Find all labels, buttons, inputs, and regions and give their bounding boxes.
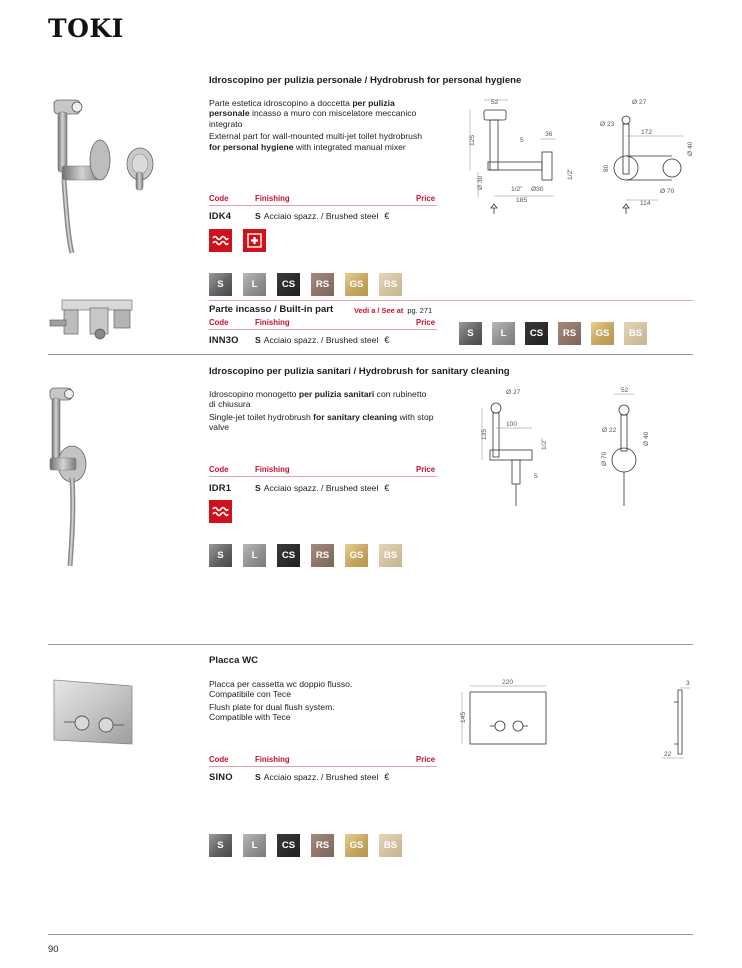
finish-swatches — [209, 834, 402, 857]
price-currency: € — [384, 335, 390, 345]
product-title: Idroscopino per pulizia sanitari / Hydrobrush for sanitary cleaning — [209, 366, 510, 377]
svg-text:36: 36 — [545, 131, 553, 138]
swatch-s[interactable]: S — [209, 544, 232, 567]
hydrobrush-sanitary-front-drawing — [588, 384, 668, 514]
product-title: Idroscopino per pulizia personale / Hydrobrush for personal hygiene — [209, 75, 522, 86]
brand-logo: TOKI — [48, 14, 124, 43]
svg-text:Ø 27: Ø 27 — [632, 99, 647, 106]
svg-text:Ø 23: Ø 23 — [600, 121, 615, 128]
svg-text:52: 52 — [621, 387, 629, 394]
finishing-header: Finishing — [255, 755, 290, 764]
finish-option: S Acciaio spazz. / Brushed steel € — [255, 211, 390, 221]
table-rule — [209, 329, 437, 330]
svg-text:Ø 40: Ø 40 — [687, 141, 694, 156]
svg-text:1/2": 1/2" — [567, 168, 574, 180]
svg-text:5: 5 — [534, 473, 538, 480]
svg-text:185: 185 — [516, 197, 528, 204]
svg-text:Ø 70: Ø 70 — [660, 188, 675, 195]
svg-text:1/2": 1/2" — [511, 186, 523, 193]
table-rule — [209, 205, 437, 206]
code-header: Code — [209, 755, 229, 764]
swatch-rs[interactable]: RS — [311, 273, 334, 296]
product-title: Placca WC — [209, 655, 259, 666]
description-italian: Idroscopino monogetto per pulizia sanitari con rubinetto di chiusura — [209, 389, 427, 410]
description-english: External part for wall-mounted multi-jet toilet hydrobrush for personal hygiene with integrated manual mixer — [209, 131, 423, 152]
swatch-l[interactable]: L — [243, 834, 266, 857]
footer-rule — [48, 934, 693, 935]
section-rule — [209, 300, 693, 301]
page-number: 90 — [48, 943, 59, 954]
product-description — [209, 679, 429, 725]
swatch-s[interactable]: S — [209, 834, 232, 857]
swatch-bs[interactable]: BS — [379, 834, 402, 857]
code-header: Code — [209, 318, 229, 327]
hydrobrush-sanitary-side-drawing — [462, 384, 562, 514]
code-header: Code — [209, 194, 229, 203]
product-code: SINO — [209, 771, 233, 782]
product-code: INN3O — [209, 334, 239, 345]
hydrobrush-sanitary-photo — [38, 378, 128, 570]
swatch-s[interactable]: S — [459, 322, 482, 345]
finish-swatches — [209, 273, 402, 296]
finish-swatches — [209, 544, 402, 567]
svg-text:220: 220 — [502, 679, 514, 686]
swatch-gs[interactable]: GS — [345, 544, 368, 567]
swatch-gs[interactable]: GS — [345, 273, 368, 296]
table-rule — [209, 476, 437, 477]
swatch-rs[interactable]: RS — [311, 544, 334, 567]
description-english: Single-jet toilet hydrobrush for sanitary cleaning with stop valve — [209, 411, 434, 433]
swatch-cs[interactable]: CS — [277, 544, 300, 567]
swatch-gs[interactable]: GS — [345, 834, 368, 857]
swatch-cs[interactable]: CS — [277, 834, 300, 857]
swatch-l[interactable]: L — [492, 322, 515, 345]
flush-plate-front-drawing — [456, 674, 556, 750]
finish-option: S Acciaio spazz. / Brushed steel € — [255, 772, 390, 782]
svg-text:80: 80 — [603, 164, 610, 172]
hydrobrush-personal-front-drawing — [596, 92, 700, 220]
svg-text:100: 100 — [506, 421, 518, 428]
hydrobrush-personal-side-drawing — [458, 92, 608, 220]
see-reference: Vedi a / See at pg. 271 — [354, 306, 433, 315]
table-rule — [209, 766, 437, 767]
svg-text:135: 135 — [481, 428, 488, 440]
hydrobrush-personal-photo — [40, 88, 170, 260]
finishing-header: Finishing — [255, 465, 290, 474]
finish-option: S Acciaio spazz. / Brushed steel € — [255, 335, 390, 345]
finishing-header: Finishing — [255, 194, 290, 203]
svg-text:172: 172 — [641, 129, 653, 136]
swatch-cs[interactable]: CS — [525, 322, 548, 345]
swiss-approval-badge-icon — [243, 229, 266, 252]
finish-swatches — [459, 322, 647, 345]
price-header: Price — [416, 194, 436, 203]
product-code: IDK4 — [209, 210, 232, 221]
svg-text:Ø 30: Ø 30 — [477, 175, 484, 190]
thermal-badge-icon — [209, 500, 232, 523]
swatch-cs[interactable]: CS — [277, 273, 300, 296]
product-description — [209, 98, 434, 154]
svg-text:1/2": 1/2" — [541, 438, 548, 450]
product-title: Parte incasso / Built-in part — [209, 304, 334, 315]
svg-text:Ø 27: Ø 27 — [506, 389, 521, 396]
thermal-badge-icon — [209, 229, 232, 252]
price-currency: € — [384, 772, 390, 782]
finish-option: S Acciaio spazz. / Brushed steel € — [255, 483, 390, 493]
price-header: Price — [416, 755, 436, 764]
swatch-bs[interactable]: BS — [624, 322, 647, 345]
swatch-bs[interactable]: BS — [379, 273, 402, 296]
product-description — [209, 389, 434, 435]
svg-text:Ø 22: Ø 22 — [602, 427, 617, 434]
svg-text:114: 114 — [640, 200, 651, 207]
description-italian: Placca per cassetta wc doppio flusso. Compatibile con Tece — [209, 679, 353, 700]
product-code: IDR1 — [209, 482, 232, 493]
swatch-rs[interactable]: RS — [558, 322, 581, 345]
swatch-l[interactable]: L — [243, 544, 266, 567]
svg-text:125: 125 — [469, 134, 476, 146]
swatch-gs[interactable]: GS — [591, 322, 614, 345]
flush-plate-side-drawing — [660, 674, 696, 764]
svg-text:52: 52 — [491, 99, 499, 106]
price-header: Price — [416, 318, 436, 327]
flush-plate-photo — [48, 674, 138, 750]
swatch-bs[interactable]: BS — [379, 544, 402, 567]
swatch-rs[interactable]: RS — [311, 834, 334, 857]
built-in-part-photo — [44, 294, 136, 342]
finishing-header: Finishing — [255, 318, 290, 327]
svg-text:Ø30: Ø30 — [531, 186, 544, 193]
code-header: Code — [209, 465, 229, 474]
section-divider — [48, 644, 693, 645]
price-header: Price — [416, 465, 436, 474]
svg-text:Ø 70: Ø 70 — [601, 451, 608, 466]
description-english: Flush plate for dual flush system. Compatible with Tece — [209, 701, 335, 723]
swatch-l[interactable]: L — [243, 273, 266, 296]
section-divider — [48, 354, 693, 355]
svg-text:5: 5 — [520, 137, 524, 144]
description-italian: Parte estetica idroscopino a doccetta per pulizia personale incasso a muro con miscelatore meccanico integrato — [209, 98, 417, 129]
svg-text:22: 22 — [664, 751, 672, 758]
price-currency: € — [384, 483, 390, 493]
svg-text:145: 145 — [460, 711, 467, 723]
price-currency: € — [384, 211, 390, 221]
svg-text:3: 3 — [686, 680, 690, 687]
swatch-s[interactable]: S — [209, 273, 232, 296]
svg-text:Ø 40: Ø 40 — [643, 431, 650, 446]
